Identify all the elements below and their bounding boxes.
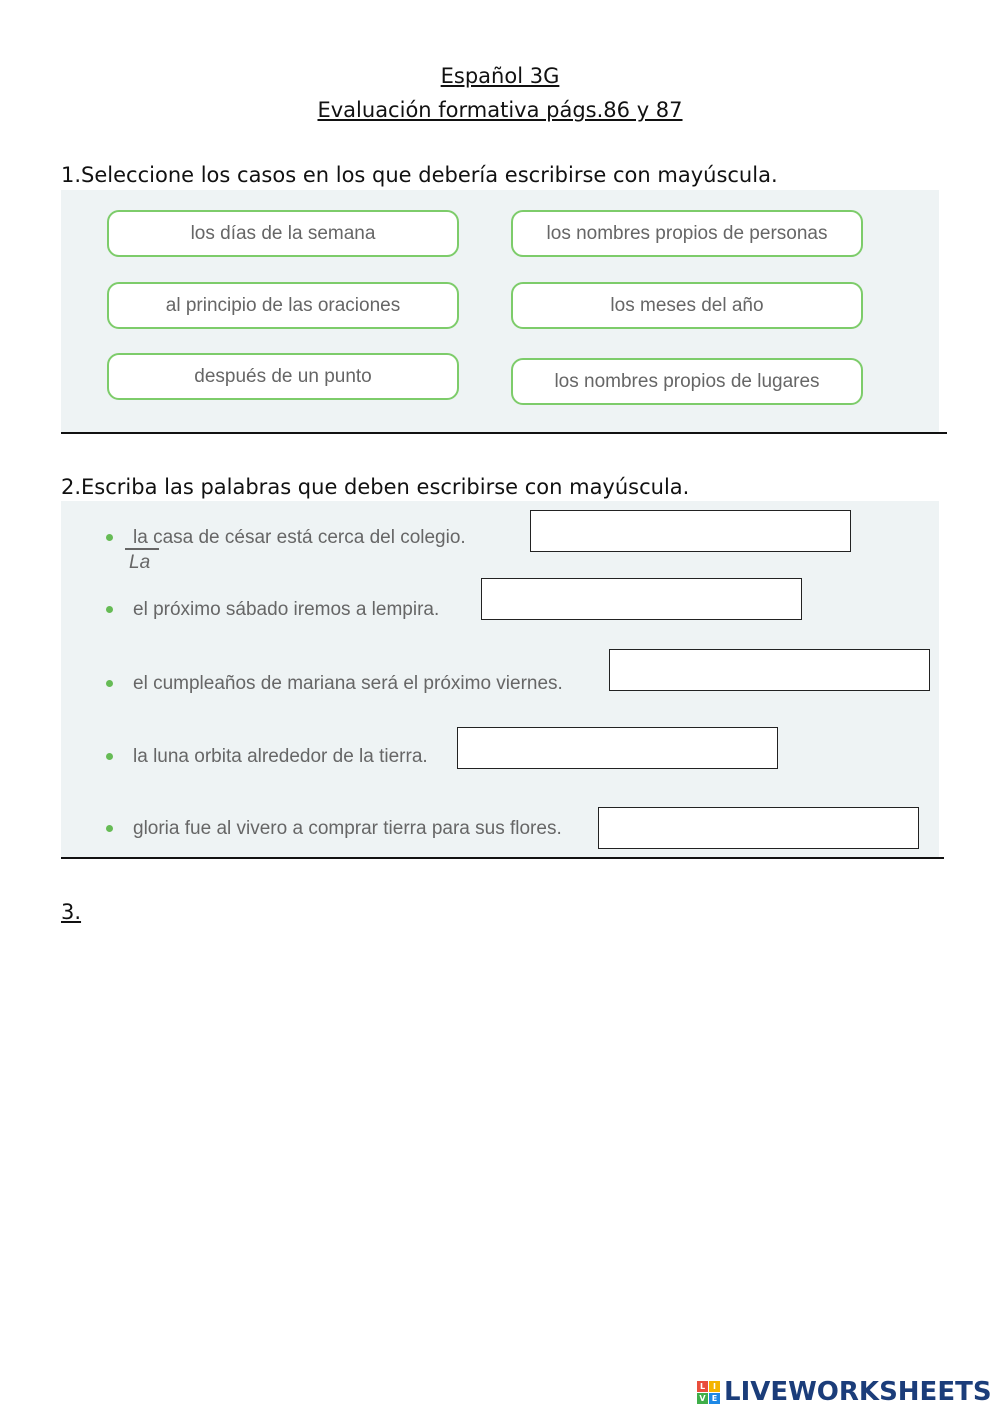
logo-letter: I xyxy=(709,1381,720,1392)
worksheet-title: Español 3G xyxy=(440,64,560,88)
sentence-3: el cumpleaños de mariana será el próximo viernes. xyxy=(133,673,563,694)
bullet-icon xyxy=(106,825,113,832)
option-principio-oraciones[interactable]: al principio de las oraciones xyxy=(107,282,459,329)
logo-letter: V xyxy=(697,1393,708,1404)
logo-letter: L xyxy=(697,1381,708,1392)
sentence-4: la luna orbita alrededor de la tierra. xyxy=(133,746,428,767)
bullet-icon xyxy=(106,606,113,613)
worksheet-subtitle: Evaluación formativa págs.86 y 87 xyxy=(317,98,683,122)
answer-input-3[interactable] xyxy=(609,649,930,691)
logo-letter: E xyxy=(709,1393,720,1404)
option-meses-ano[interactable]: los meses del año xyxy=(511,282,863,329)
logo-mark-icon xyxy=(697,1381,720,1404)
question-2-prompt: 2.Escriba las palabras que deben escribirse con mayúscula. xyxy=(61,475,690,499)
question-2-panel xyxy=(61,501,939,858)
example-answer: La xyxy=(129,552,151,573)
answer-input-4[interactable] xyxy=(457,727,778,769)
example-underline xyxy=(125,548,159,550)
option-nombres-lugares[interactable]: los nombres propios de lugares xyxy=(511,358,863,405)
answer-input-5[interactable] xyxy=(598,807,919,849)
question-1-panel xyxy=(61,190,939,433)
liveworksheets-logo xyxy=(697,1377,992,1407)
option-nombres-personas[interactable]: los nombres propios de personas xyxy=(511,210,863,257)
option-dias-semana[interactable]: los días de la semana xyxy=(107,210,459,257)
sentence-1: la casa de césar está cerca del colegio. xyxy=(133,527,466,548)
divider-2 xyxy=(61,857,944,859)
divider-1 xyxy=(61,432,947,434)
option-despues-punto[interactable]: después de un punto xyxy=(107,353,459,400)
question-3-label: 3. xyxy=(61,900,82,924)
bullet-icon xyxy=(106,680,113,687)
sentence-2: el próximo sábado iremos a lempira. xyxy=(133,599,440,620)
answer-input-2[interactable] xyxy=(481,578,802,620)
bullet-icon xyxy=(106,753,113,760)
logo-text: LIVEWORKSHEETS xyxy=(724,1377,992,1407)
sentence-5: gloria fue al vivero a comprar tierra para sus flores. xyxy=(133,818,562,839)
bullet-icon xyxy=(106,534,113,541)
answer-input-1[interactable] xyxy=(530,510,851,552)
question-1-prompt: 1.Seleccione los casos en los que debería escribirse con mayúscula. xyxy=(61,163,778,187)
